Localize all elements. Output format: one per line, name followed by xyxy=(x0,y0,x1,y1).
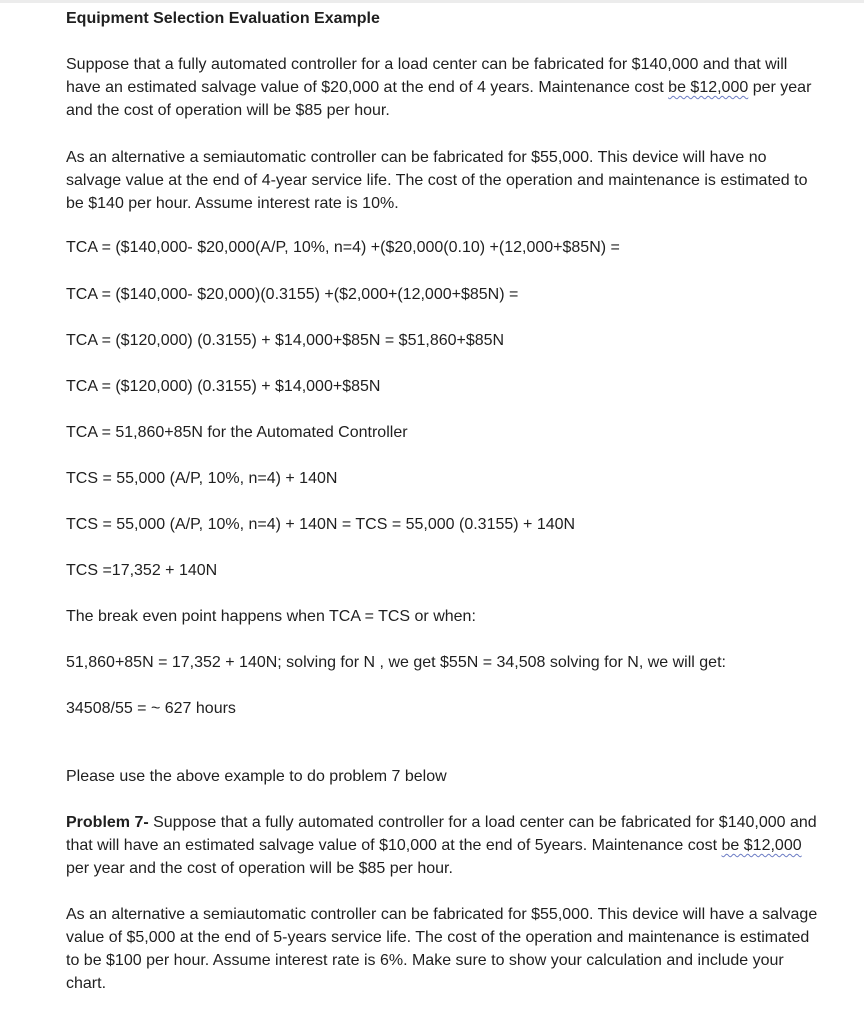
example-p1-text-end: per year and the cost of operation will be $85 per hour. xyxy=(66,79,812,119)
problem-7-text: Suppose that a fully automated controller for a load center can be fabricated for $140,000 and that will have an estimated salvage value of $10,000 at the end of 5years. Maintenance cost xyxy=(66,814,817,854)
spellcheck-flagged-text: be $12,000 xyxy=(668,79,749,96)
problem-7-paragraph-2: As an alternative a semiautomatic controller can be fabricated for $55,000. This device will have a salvage value of $5,000 at the end of 5-years service life. The cost of the operation and maintenance is estimated to be $100 per hour. Assume interest rate is 6%. Make sure to show your calculation and include your chart. xyxy=(66,906,818,992)
problem-7-text-end: per year and the cost of operation will be $85 per hour. xyxy=(66,860,453,877)
spellcheck-flagged-text-2: be $12,000 xyxy=(721,837,802,854)
equation-line-2: TCA = ($140,000- $20,000)(0.3155) +($2,000+(12,000+$85N) = xyxy=(66,286,519,303)
equation-line-6: TCS = 55,000 (A/P, 10%, n=4) + 140N xyxy=(66,470,338,487)
equation-line-7: TCS = 55,000 (A/P, 10%, n=4) + 140N = TCS = 55,000 (0.3155) + 140N xyxy=(66,516,576,533)
example-paragraph-2: As an alternative a semiautomatic controller can be fabricated for $55,000. This device will have no salvage value at the end of 4-year service life. The cost of the operation and maintenance is estimated to be $140 per hour. Assume interest rate is 10%. xyxy=(66,149,808,212)
break-even-statement: The break even point happens when TCA = TCS or when: xyxy=(66,608,476,625)
document-title: Equipment Selection Evaluation Example xyxy=(66,10,380,27)
equation-line-9: 51,860+85N = 17,352 + 140N; solving for N , we get $55N = 34,508 solving for N, we will get: xyxy=(66,654,726,671)
equation-result: 34508/55 = ~ 627 hours xyxy=(66,700,236,717)
example-paragraph-1 xyxy=(66,53,826,122)
instruction-text: Please use the above example to do problem 7 below xyxy=(66,768,447,785)
problem-7-label: Problem 7- xyxy=(66,814,149,831)
example-p1-text: Suppose that a fully automated controller for a load center can be fabricated for $140,000 and that will have an estimated salvage value of $20,000 at the end of 4 years. Maintenance cost xyxy=(66,56,788,96)
equation-line-3: TCA = ($120,000) (0.3155) + $14,000+$85N = $51,860+$85N xyxy=(66,332,505,349)
equation-line-8: TCS =17,352 + 140N xyxy=(66,562,218,579)
equation-line-5: TCA = 51,860+85N for the Automated Controller xyxy=(66,424,408,441)
page-top-border xyxy=(0,0,864,3)
equation-line-1: TCA = ($140,000- $20,000(A/P, 10%, n=4) +($20,000(0.10) +(12,000+$85N) = xyxy=(66,239,620,256)
equation-line-4: TCA = ($120,000) (0.3155) + $14,000+$85N xyxy=(66,378,381,395)
problem-7-paragraph-1 xyxy=(66,811,826,880)
